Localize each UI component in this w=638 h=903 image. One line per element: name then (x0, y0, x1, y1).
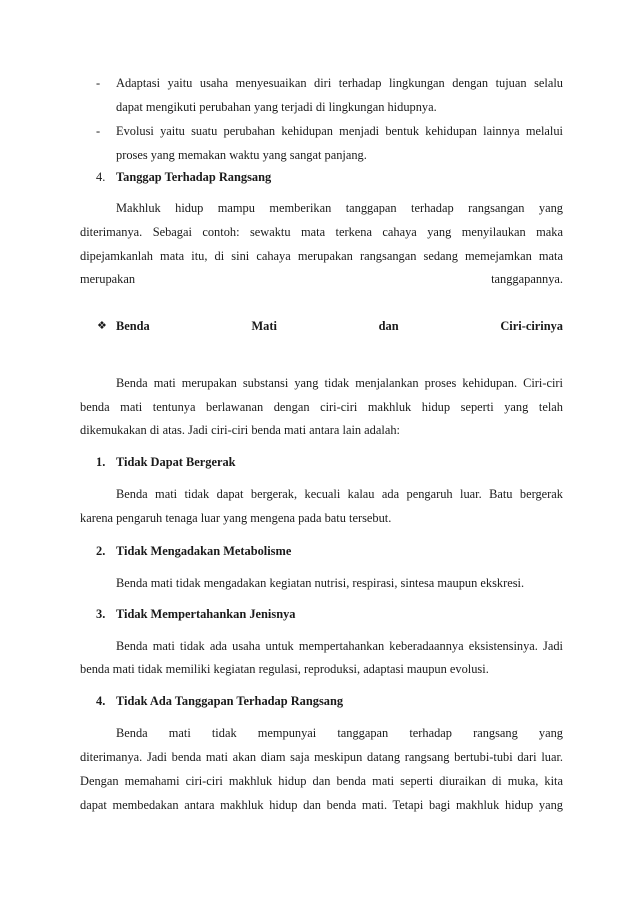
list-marker: - (96, 76, 101, 90)
paragraph-line: diterimanya. Sebagai contoh: sewaktu mata terkena cahaya yang menyilaukan maka (80, 225, 563, 239)
paragraph-line: Benda mati tidak mengadakan kegiatan nutrisi, respirasi, sintesa maupun ekskresi. (116, 576, 525, 590)
paragraph-line: Benda mati tidak ada usaha untuk mempertahankan keberadaannya eksistensinya. Jadi (116, 639, 563, 653)
item-title: Tidak Mengadakan Metabolisme (116, 544, 292, 558)
paragraph-line: Benda mati tidak mempunyai tanggapan terhadap rangsang yang (116, 726, 563, 740)
diamond-bullet-icon: ❖ (97, 320, 107, 332)
section-number: 4. (96, 170, 106, 184)
list-item-adaptasi-line1: Adaptasi yaitu usaha menyesuaikan diri terhadap lingkungan dengan tujuan selalu (116, 76, 563, 90)
item-number: 4. (96, 694, 106, 708)
heading-word: dan (378, 319, 399, 333)
paragraph-line: dapat membedakan antara makhluk hidup dan benda mati. Tetapi bagi makhluk hidup yang (80, 798, 563, 812)
paragraph-line: Makhluk hidup mampu memberikan tanggapan terhadap rangsangan yang (116, 201, 563, 215)
paragraph-line: Dengan memahami ciri-ciri makhluk hidup dan benda mati seperti diuraikan di muka, kita (80, 774, 563, 788)
list-marker: - (96, 124, 101, 138)
item-title: Tidak Ada Tanggapan Terhadap Rangsang (116, 694, 344, 708)
item-number: 1. (96, 455, 106, 469)
item-title: Tidak Mempertahankan Jenisnya (116, 607, 296, 621)
item-number: 3. (96, 607, 106, 621)
paragraph-line: dipejamkanlah mata itu, di sini cahaya merupakan rangsangan sedang memejamkan mata (80, 249, 563, 263)
item-title: Tidak Dapat Bergerak (116, 455, 236, 469)
paragraph-line: diterimanya. Jadi benda mati akan diam saja meskipun datang rangsang bertubi-tubi dari luar. (80, 750, 563, 764)
paragraph-line: dikemukakan di atas. Jadi ciri-ciri benda mati antara lain adalah: (80, 423, 400, 437)
paragraph-word: tanggapannya. (491, 272, 563, 286)
paragraph-line (80, 271, 563, 287)
paragraph-line: Benda mati tidak dapat bergerak, kecuali kalau ada pengaruh luar. Batu bergerak (116, 487, 563, 501)
heading-word: Mati (251, 319, 277, 333)
heading-word: Benda (116, 319, 150, 333)
paragraph-word: merupakan (80, 272, 136, 286)
paragraph-line: karena pengaruh tenaga luar yang mengena pada batu tersebut. (80, 511, 392, 525)
list-item-evolusi-line1: Evolusi yaitu suatu perubahan kehidupan menjadi bentuk kehidupan lainnya melalui (116, 124, 563, 138)
paragraph-line: Benda mati merupakan substansi yang tidak menjalankan proses kehidupan. Ciri-ciri (116, 376, 563, 390)
section-heading (116, 318, 563, 334)
section-title: Tanggap Terhadap Rangsang (116, 170, 272, 184)
item-number: 2. (96, 544, 106, 558)
paragraph-line: benda mati tidak memiliki kegiatan regulasi, reproduksi, adaptasi maupun evolusi. (80, 662, 489, 676)
heading-word: Ciri-cirinya (500, 319, 563, 333)
paragraph-line: benda mati tentunya berlawanan dengan ciri-ciri makhluk hidup seperti yang telah (80, 400, 563, 414)
list-item-evolusi-line2: proses yang memakan waktu yang sangat panjang. (116, 148, 367, 162)
list-item-adaptasi-line2: dapat mengikuti perubahan yang terjadi di lingkungan hidupnya. (116, 100, 437, 114)
